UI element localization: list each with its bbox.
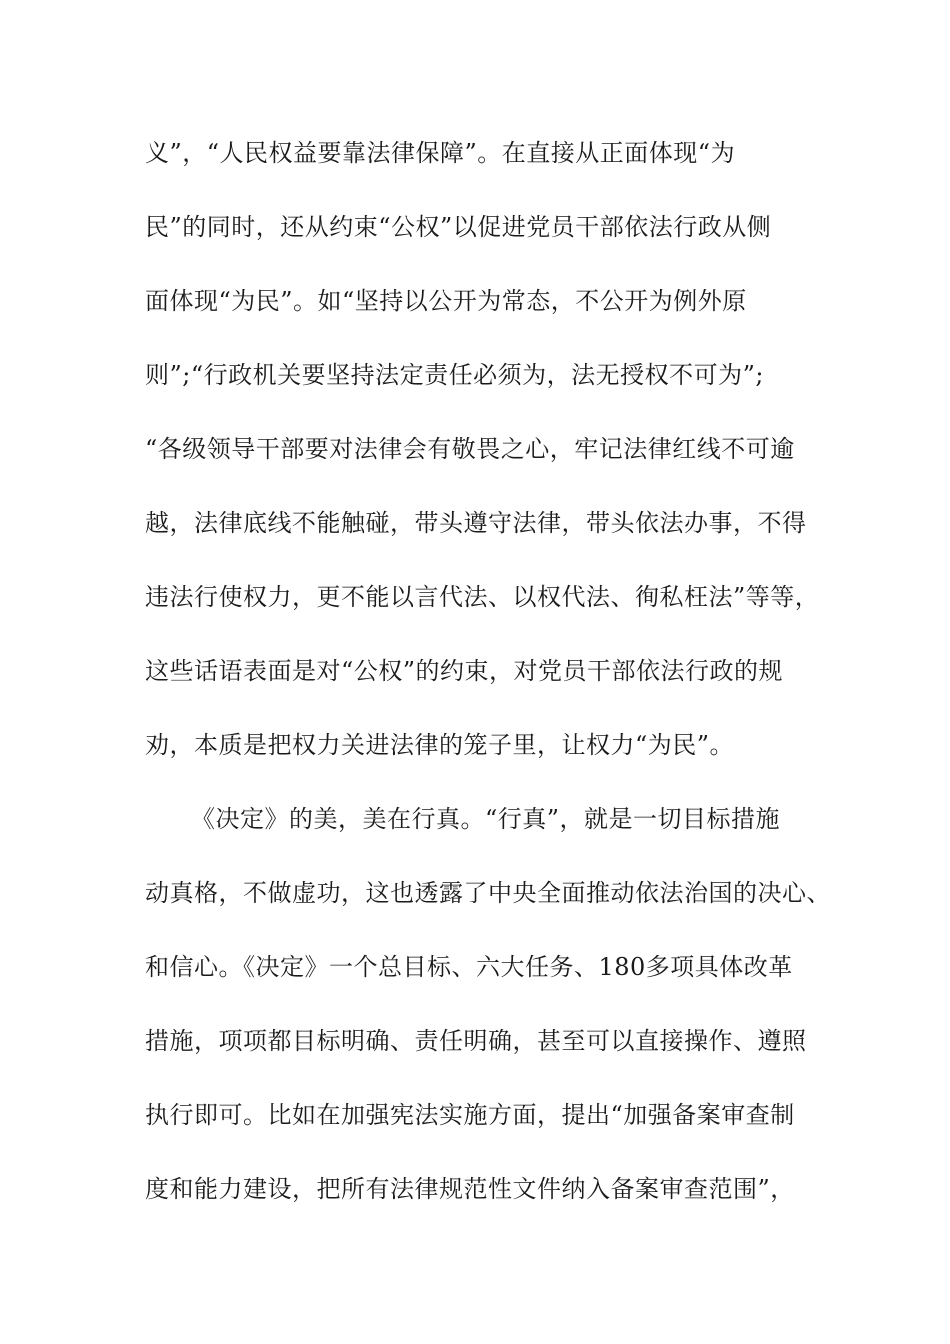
text-line: 违法行使权力，更不能以言代法、以权代法、徇私枉法”等等， (145, 583, 820, 611)
text-line: “各级领导干部要对法律会有敬畏之心，牢记法律红线不可逾 (145, 435, 795, 463)
text-line: 义”，“人民权益要靠法律保障”。在直接从正面体现“为 (145, 139, 736, 167)
text-line: 劝，本质是把权力关进法律的笼子里，让权力“为民”。 (145, 731, 735, 759)
text-line: 则”;“行政机关要坚持法定责任必须为，法无授权不可为”; (145, 361, 764, 389)
text-line: 越，法律底线不能触碰，带头遵守法律，带头依法办事，不得 (145, 509, 807, 537)
text-line: 措施，项项都目标明确、责任明确，甚至可以直接操作、遵照 (145, 1027, 807, 1055)
text-line: 这些话语表面是对“公权”的约束，对党员干部依法行政的规 (145, 657, 784, 685)
text-line: 动真格，不做虚功，这也透露了中央全面推动依法治国的决心、 (145, 879, 831, 907)
text-line: 和信心。《决定》一个总目标、六大任务、180多项具体改革 (145, 953, 793, 981)
text-line: 执行即可。比如在加强宪法实施方面，提出“加强备案审查制 (145, 1101, 795, 1129)
body-text (145, 128, 831, 1238)
text-line: 民”的同时，还从约束“公权”以促进党员干部依法行政从侧 (145, 213, 772, 241)
text-line: 面体现“为民”。如“坚持以公开为常态，不公开为例外原 (145, 287, 747, 315)
text-line: 度和能力建设，把所有法律规范性文件纳入备案审查范围”， (145, 1175, 795, 1203)
paragraph-first-line: 《决定》的美，美在行真。“行真”，就是一切目标措施 (191, 805, 781, 833)
